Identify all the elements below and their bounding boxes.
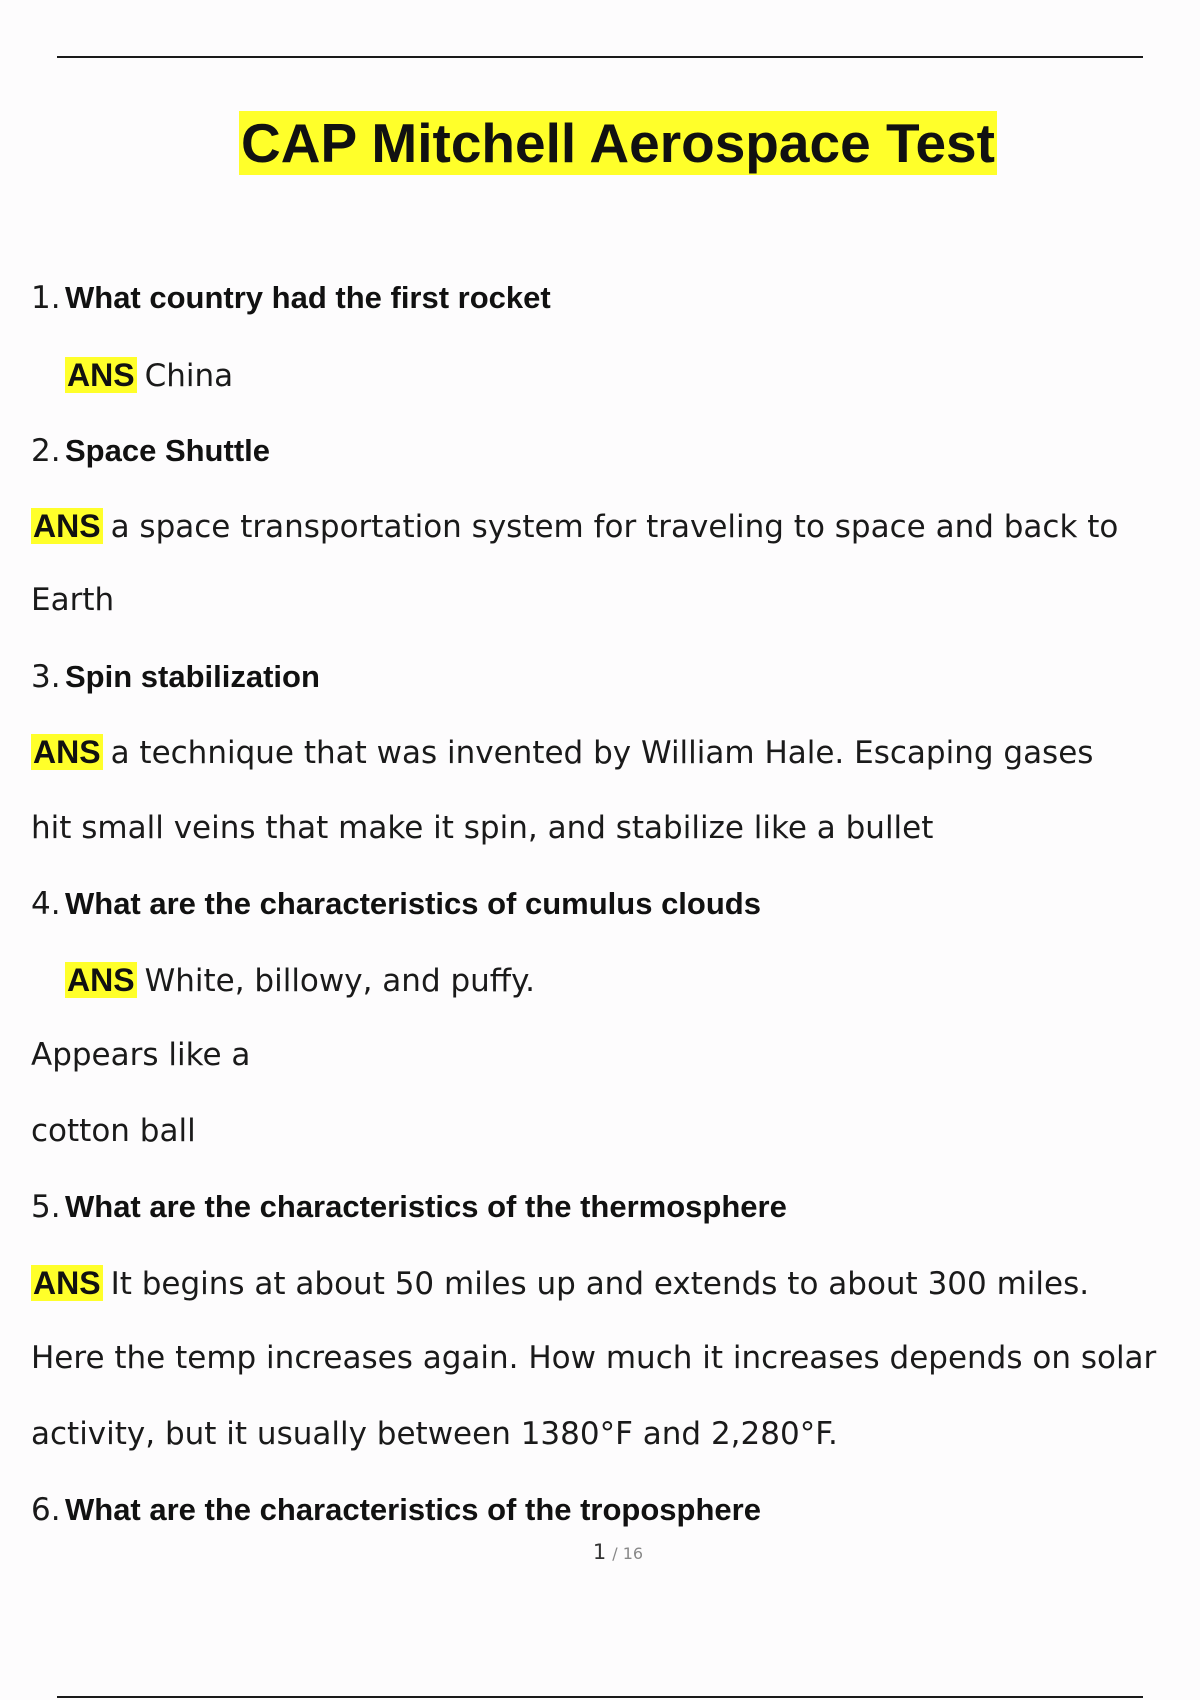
- question-6: [31, 1488, 761, 1532]
- question-3: [31, 655, 320, 699]
- answer-text: Here the temp increases again. How much it increases depends on solar: [31, 1340, 1157, 1376]
- question-text: What are the characteristics of cumulus clouds: [65, 886, 761, 921]
- answer-2-line-1: [31, 504, 1118, 548]
- question-number: 2.: [31, 433, 61, 469]
- answer-text: China: [144, 358, 234, 394]
- answer-text: activity, but it usually between 1380°F and 2,280°F.: [31, 1416, 838, 1452]
- top-rule: [57, 56, 1143, 58]
- question-5: [31, 1185, 787, 1229]
- document-title: CAP Mitchell Aerospace Test: [241, 112, 995, 174]
- ans-label: ANS: [67, 357, 135, 393]
- question-2: [31, 429, 270, 473]
- answer-5-line-3: [31, 1412, 838, 1456]
- answer-text: It begins at about 50 miles up and extends to about 300 miles.: [110, 1266, 1090, 1302]
- question-text: What are the characteristics of the thermosphere: [65, 1189, 787, 1224]
- answer-text: Earth: [31, 582, 115, 618]
- answer-text: a space transportation system for traveling to space and back to: [110, 509, 1119, 545]
- answer-1-line-1: [65, 353, 233, 397]
- question-number: 5.: [31, 1189, 61, 1225]
- bottom-rule: [57, 1696, 1143, 1698]
- question-1: [31, 276, 551, 320]
- answer-text: cotton ball: [31, 1113, 196, 1149]
- answer-text: a technique that was invented by William Hale. Escaping gases: [110, 735, 1094, 771]
- answer-text: Appears like a: [31, 1037, 251, 1073]
- answer-4-line-2: [31, 1033, 250, 1077]
- question-text: What are the characteristics of the troposphere: [65, 1492, 761, 1527]
- question-number: 4.: [31, 886, 61, 922]
- answer-4-line-3: [31, 1109, 196, 1153]
- question-4: [31, 882, 761, 926]
- ans-label: ANS: [67, 962, 135, 998]
- question-number: 3.: [31, 659, 61, 695]
- answer-text: hit small veins that make it spin, and stabilize like a bullet: [31, 810, 934, 846]
- page-indicator: [0, 1540, 1200, 1564]
- answer-2-line-2: [31, 578, 114, 622]
- answer-text: White, billowy, and puffy.: [144, 963, 535, 999]
- question-text: What country had the first rocket: [65, 280, 551, 315]
- answer-4-line-1: [65, 958, 535, 1002]
- question-text: Space Shuttle: [65, 433, 270, 468]
- total-pages: / 16: [612, 1544, 644, 1563]
- answer-5-line-2: [31, 1336, 1200, 1380]
- current-page: 1: [592, 1540, 607, 1564]
- question-number: 6.: [31, 1492, 61, 1528]
- ans-label: ANS: [33, 1265, 101, 1301]
- answer-3-line-2: [31, 806, 933, 850]
- title-block: [0, 111, 1200, 175]
- ans-label: ANS: [33, 734, 101, 770]
- ans-label: ANS: [33, 508, 101, 544]
- answer-3-line-1: [31, 730, 1093, 774]
- question-text: Spin stabilization: [65, 659, 320, 694]
- question-number: 1.: [31, 280, 61, 316]
- answer-5-line-1: [31, 1261, 1089, 1305]
